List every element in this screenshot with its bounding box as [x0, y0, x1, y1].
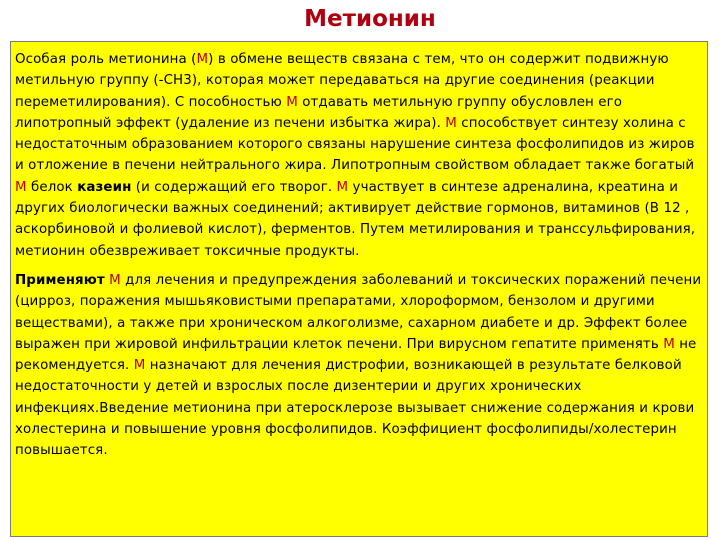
- methionine-abbrev: М: [286, 94, 298, 110]
- methionine-abbrev: М: [109, 272, 121, 288]
- methionine-abbrev: М: [336, 179, 349, 195]
- text-run: отдавать метильную группу обусловлен его липотропный эффект (удаление из печени избытка жира).: [15, 94, 623, 131]
- text-run: для лечения и предупреждения заболеваний и токсических поражений печени (цирроз, поражения мышьяковистыми препаратами, хлороформом, бензолом и другими веществами), а также при хроническом алкоголизме, сахарном диабете и др. Эффект более выражен при жировой инфильтрации клеток печени. При вирусном гепатите применять: [15, 272, 702, 352]
- text-run: назначают для лечения дистрофии, возникающей в результате белковой недостаточности у детей и взрослых после дизентерии и других хронических инфекциях.Введение метионина при атеросклерозе вызывает снижение содержания и крови холестерина и повышение уровня фосфолипидов. Коэффициент фосфолипиды/холестерин повышается.: [15, 358, 695, 459]
- text-run: участвует в синтезе адреналина, креатина и других биологически важных соединений; активирует действие гормонов, витаминов (В 12 , аскорбиновой и фолиевой кислот), ферментов. Путем метилирования и транссульфирования, метионин обезвреживает токсичные продукты.: [15, 179, 696, 259]
- text-run: (и содержащий его творог.: [131, 179, 337, 195]
- text-run: белок: [26, 179, 78, 195]
- text-run: не рекомендуется.: [15, 336, 697, 374]
- text-run: Особая роль метионина (: [15, 52, 197, 67]
- text-panel: [10, 41, 708, 537]
- slide-title: Метионин: [304, 6, 436, 32]
- casein-term: казеин: [77, 179, 132, 195]
- methionine-abbrev: М: [663, 336, 675, 352]
- methionine-abbrev: М: [15, 179, 27, 195]
- text-run: способствует синтезу холина с недостаточным образованием которого связаны нарушение синтеза фосфолипидов из жиров и отложение в печени нейтрального жира. Липотропным свойством обладает также богатый: [15, 115, 695, 174]
- methionine-abbrev: М: [133, 358, 146, 374]
- paragraph-usage: [15, 270, 703, 462]
- usage-term: Применяют: [15, 272, 105, 288]
- methionine-abbrev: М: [445, 115, 457, 131]
- methionine-abbrev: М: [196, 52, 209, 67]
- paragraph-role: [15, 49, 703, 262]
- text-run: ) в обмене веществ связана с тем, что он содержит подвижную метильную группу (-СН3), которая может передаваться на другие соединения (реакции переметилирования). С пособностью: [15, 52, 669, 110]
